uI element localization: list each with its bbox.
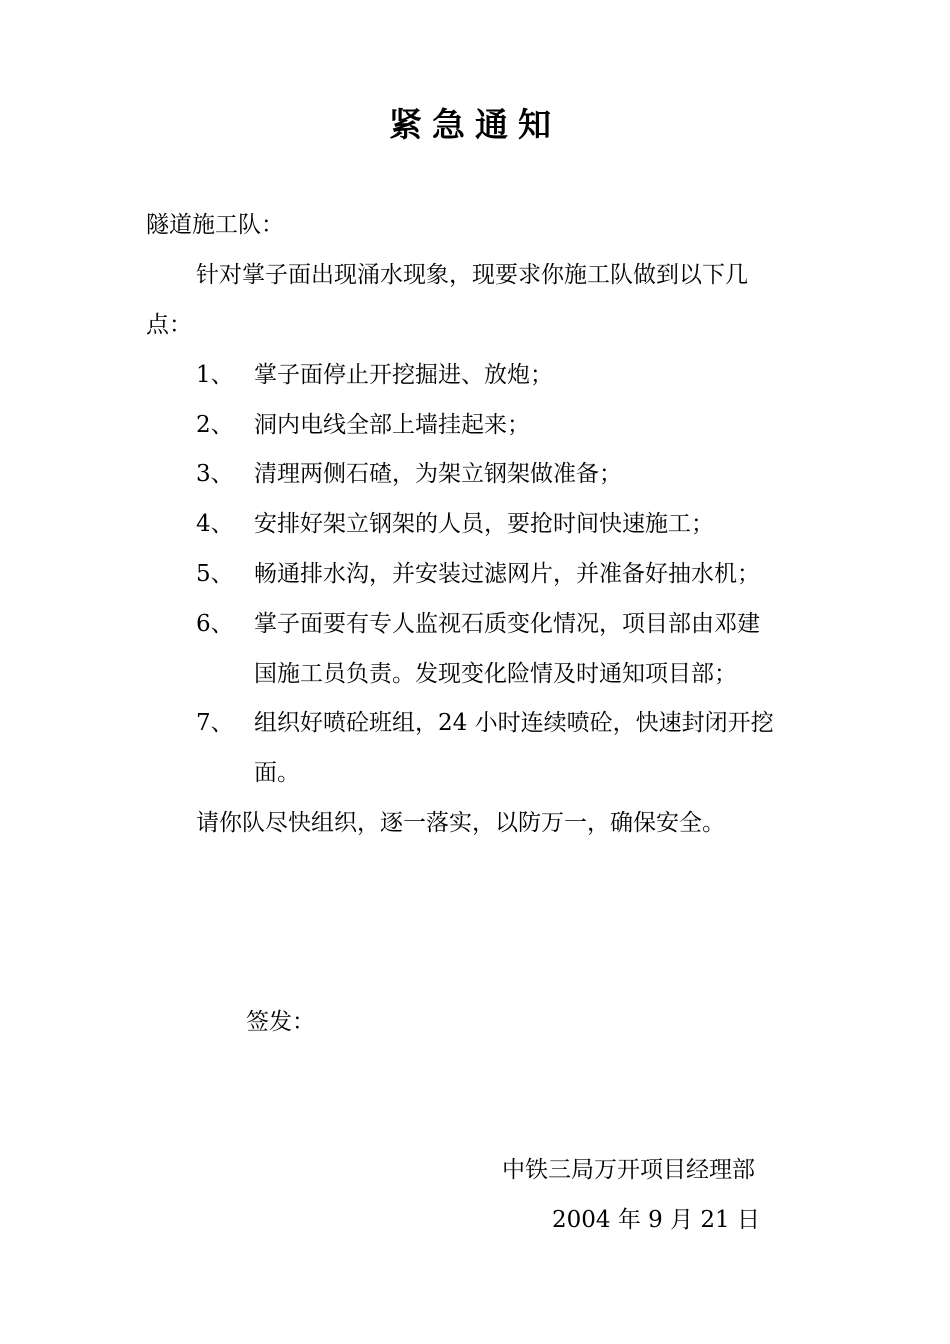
list-item-text: 清理两侧石碴，为架立钢架做准备； (254, 461, 622, 487)
list-item-number: 5、 (196, 561, 234, 587)
list-item-number: 3、 (196, 461, 234, 487)
list-item (254, 360, 814, 390)
salutation: 隧道施工队： (146, 212, 284, 238)
list-item (254, 609, 814, 689)
issue-date: 2004 年 9 月 21 日 (552, 1207, 760, 1233)
list-item-text: 掌子面要有专人监视石质变化情况，项目部由邓建 (254, 611, 760, 637)
document-title: 紧急通知 (389, 105, 561, 144)
list-item (254, 509, 814, 539)
closing-paragraph: 请你队尽快组织，逐一落实，以防万一，确保安全。 (196, 810, 725, 836)
list-item-number: 4、 (196, 511, 234, 537)
issuing-organization: 中铁三局万开项目经理部 (502, 1157, 755, 1183)
sign-label: 签发： (246, 1009, 315, 1035)
list-item-text-continued: 面。 (254, 760, 300, 786)
list-item-text: 组织好喷砼班组，24 小时连续喷砼，快速封闭开挖 (254, 710, 774, 736)
list-item-text-continued: 国施工员负责。发现变化险情及时通知项目部； (254, 661, 737, 687)
list-item-text: 掌子面停止开挖掘进、放炮； (254, 362, 553, 388)
list-item-text: 畅通排水沟，并安装过滤网片，并准备好抽水机； (254, 561, 760, 587)
list-item-text: 洞内电线全部上墙挂起来； (254, 412, 530, 438)
list-item-number: 7、 (196, 710, 234, 736)
list-item (254, 459, 814, 489)
list-item-text: 安排好架立钢架的人员，要抢时间快速施工； (254, 511, 714, 537)
intro-paragraph-line-1: 针对掌子面出现涌水现象，现要求你施工队做到以下几 (196, 262, 748, 288)
list-item-number: 6、 (196, 611, 234, 637)
list-item-number: 2、 (196, 412, 234, 438)
intro-paragraph-line-2: 点： (146, 312, 192, 338)
list-item-number: 1、 (196, 362, 234, 388)
list-item (254, 559, 814, 589)
list-item (254, 708, 814, 788)
list-item (254, 410, 814, 440)
